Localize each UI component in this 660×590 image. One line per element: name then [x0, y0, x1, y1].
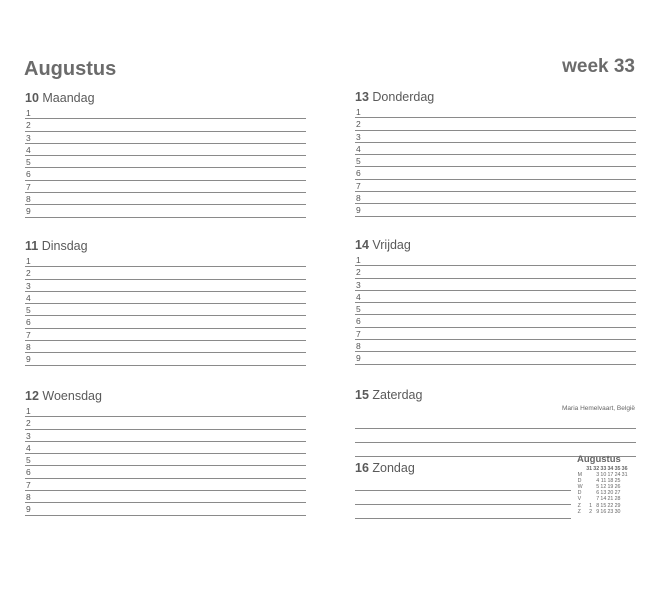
- hour-line[interactable]: 3: [25, 430, 306, 442]
- day-number: 15: [355, 388, 369, 402]
- week-number-cell: 35: [614, 466, 621, 472]
- day-heading: [355, 237, 636, 253]
- date-cell: 18: [607, 478, 614, 485]
- hour-line[interactable]: 7: [25, 181, 306, 193]
- weekday-letter: D: [577, 478, 582, 485]
- hour-line[interactable]: 9: [25, 503, 306, 515]
- hour-line[interactable]: 1: [25, 255, 306, 267]
- day-block-woensdag: [25, 388, 306, 516]
- note-line[interactable]: [355, 477, 571, 491]
- note-line[interactable]: [355, 429, 636, 443]
- day-name: Vrijdag: [372, 238, 411, 252]
- week-number-cell: 32: [593, 466, 600, 472]
- day-heading: [355, 387, 636, 403]
- date-cell: 2: [589, 508, 593, 515]
- date-cell: 12: [600, 484, 607, 491]
- date-cell: 5: [596, 484, 600, 491]
- hour-line[interactable]: 2: [25, 417, 306, 429]
- day-name: Donderdag: [372, 90, 435, 104]
- hour-line[interactable]: 3: [25, 132, 306, 144]
- day-number: 10: [25, 91, 39, 105]
- date-cell: 17: [607, 472, 614, 479]
- date-cell: 15: [600, 502, 607, 509]
- weekday-letter: D: [577, 490, 582, 497]
- hour-line[interactable]: 1: [25, 405, 306, 417]
- hour-line[interactable]: 6: [355, 315, 636, 327]
- hour-line[interactable]: 2: [25, 267, 306, 279]
- hour-line[interactable]: 7: [25, 329, 306, 341]
- day-block-zaterdag: [355, 387, 636, 457]
- day-heading: [355, 89, 636, 105]
- weekday-letter: Z: [577, 508, 581, 515]
- date-cell: 8: [596, 502, 600, 509]
- day-heading: [25, 388, 306, 404]
- date-cell: 10: [600, 472, 607, 479]
- hour-line[interactable]: 2: [355, 266, 636, 278]
- week-number: week 33: [562, 56, 635, 77]
- hour-line[interactable]: 6: [25, 466, 306, 478]
- hour-line[interactable]: 4: [25, 144, 306, 156]
- hour-line[interactable]: 4: [355, 291, 636, 303]
- date-cell: 11: [600, 478, 607, 485]
- calendar-row: [577, 509, 628, 515]
- hour-line[interactable]: 3: [355, 131, 636, 143]
- hour-line[interactable]: 9: [25, 205, 306, 217]
- mini-calendar: [577, 455, 639, 515]
- date-cell: [621, 509, 628, 515]
- day-number: 11: [25, 239, 39, 253]
- hour-line[interactable]: 8: [25, 491, 306, 503]
- month-title: Augustus: [24, 58, 117, 80]
- date-cell: 31: [621, 472, 628, 479]
- day-heading: [355, 460, 571, 476]
- note-line[interactable]: [355, 491, 571, 505]
- date-cell: 23: [607, 508, 614, 515]
- week-number-cell: 31: [586, 466, 593, 472]
- hour-line[interactable]: 4: [355, 143, 636, 155]
- hour-line[interactable]: 8: [355, 340, 636, 352]
- date-cell: 30: [614, 508, 621, 515]
- day-name: Dinsdag: [41, 239, 88, 253]
- date-cell: 25: [614, 478, 621, 485]
- hour-line[interactable]: 7: [355, 328, 636, 340]
- hour-line[interactable]: 8: [25, 341, 306, 353]
- hour-line[interactable]: 4: [25, 292, 306, 304]
- date-cell: 24: [614, 472, 621, 479]
- hour-line[interactable]: 9: [355, 352, 636, 364]
- day-name: Woensdag: [42, 389, 102, 403]
- day-number: 16: [355, 461, 369, 475]
- note-line[interactable]: [355, 415, 636, 429]
- hour-line[interactable]: 4: [25, 442, 306, 454]
- hour-line[interactable]: 6: [25, 168, 306, 180]
- date-cell: 3: [596, 472, 600, 479]
- day-number: 13: [355, 90, 369, 104]
- hour-line[interactable]: 8: [355, 192, 636, 204]
- day-block-zondag: [355, 460, 571, 519]
- hour-line[interactable]: 6: [355, 167, 636, 179]
- hour-line[interactable]: 2: [355, 118, 636, 130]
- mini-calendar-title: Augustus: [577, 454, 621, 465]
- hour-line[interactable]: 7: [25, 479, 306, 491]
- date-cell: 22: [607, 502, 614, 509]
- weekday-letter: Z: [577, 502, 581, 509]
- date-cell: 20: [607, 490, 614, 497]
- hour-line[interactable]: 5: [355, 303, 636, 315]
- mini-calendar-grid: [577, 466, 628, 515]
- date-cell: 13: [600, 490, 607, 497]
- weekday-letter: W: [577, 484, 583, 491]
- day-block-vrijdag: [355, 237, 636, 365]
- day-name: Zaterdag: [372, 388, 423, 402]
- holiday-caption: Maria Hemelvaart, België: [562, 405, 635, 412]
- hour-line[interactable]: 9: [25, 353, 306, 365]
- day-number: 12: [25, 389, 39, 403]
- date-cell: 7: [596, 496, 600, 503]
- date-cell: 9: [596, 508, 600, 515]
- date-cell: 16: [600, 508, 607, 515]
- day-block-donderdag: [355, 89, 636, 217]
- hour-line[interactable]: 3: [25, 280, 306, 292]
- hour-line[interactable]: 7: [355, 180, 636, 192]
- week-number-cell: 36: [621, 466, 628, 472]
- hour-line[interactable]: 9: [355, 204, 636, 216]
- hour-line[interactable]: 1: [355, 106, 636, 118]
- day-block-dinsdag: [25, 238, 306, 366]
- hour-line[interactable]: 6: [25, 316, 306, 328]
- hour-line[interactable]: 5: [25, 304, 306, 316]
- hour-line[interactable]: 5: [25, 156, 306, 168]
- day-name: Zondag: [372, 461, 415, 475]
- hour-line[interactable]: 5: [355, 155, 636, 167]
- day-heading: [25, 238, 306, 254]
- hour-line[interactable]: 1: [355, 254, 636, 266]
- day-name: Maandag: [42, 91, 95, 105]
- week-number-cell: 34: [607, 466, 614, 472]
- date-cell: 26: [614, 484, 621, 491]
- date-cell: 1: [589, 502, 593, 509]
- date-cell: 14: [600, 496, 607, 503]
- day-number: 14: [355, 238, 369, 252]
- day-heading: [25, 90, 306, 106]
- hour-line[interactable]: 2: [25, 119, 306, 131]
- date-cell: 28: [614, 496, 621, 503]
- hour-line[interactable]: 3: [355, 279, 636, 291]
- date-cell: 4: [596, 478, 600, 485]
- date-cell: 19: [607, 484, 614, 491]
- date-cell: 21: [607, 496, 614, 503]
- weekday-letter: M: [577, 472, 583, 479]
- weekday-letter: V: [577, 496, 582, 503]
- date-cell: 29: [614, 502, 621, 509]
- day-block-maandag: [25, 90, 306, 218]
- hour-line[interactable]: 1: [25, 107, 306, 119]
- week-number-cell: 33: [600, 466, 607, 472]
- note-line[interactable]: [355, 505, 571, 519]
- date-cell: 27: [614, 490, 621, 497]
- date-cell: 6: [596, 490, 600, 497]
- hour-line[interactable]: 8: [25, 193, 306, 205]
- hour-line[interactable]: 5: [25, 454, 306, 466]
